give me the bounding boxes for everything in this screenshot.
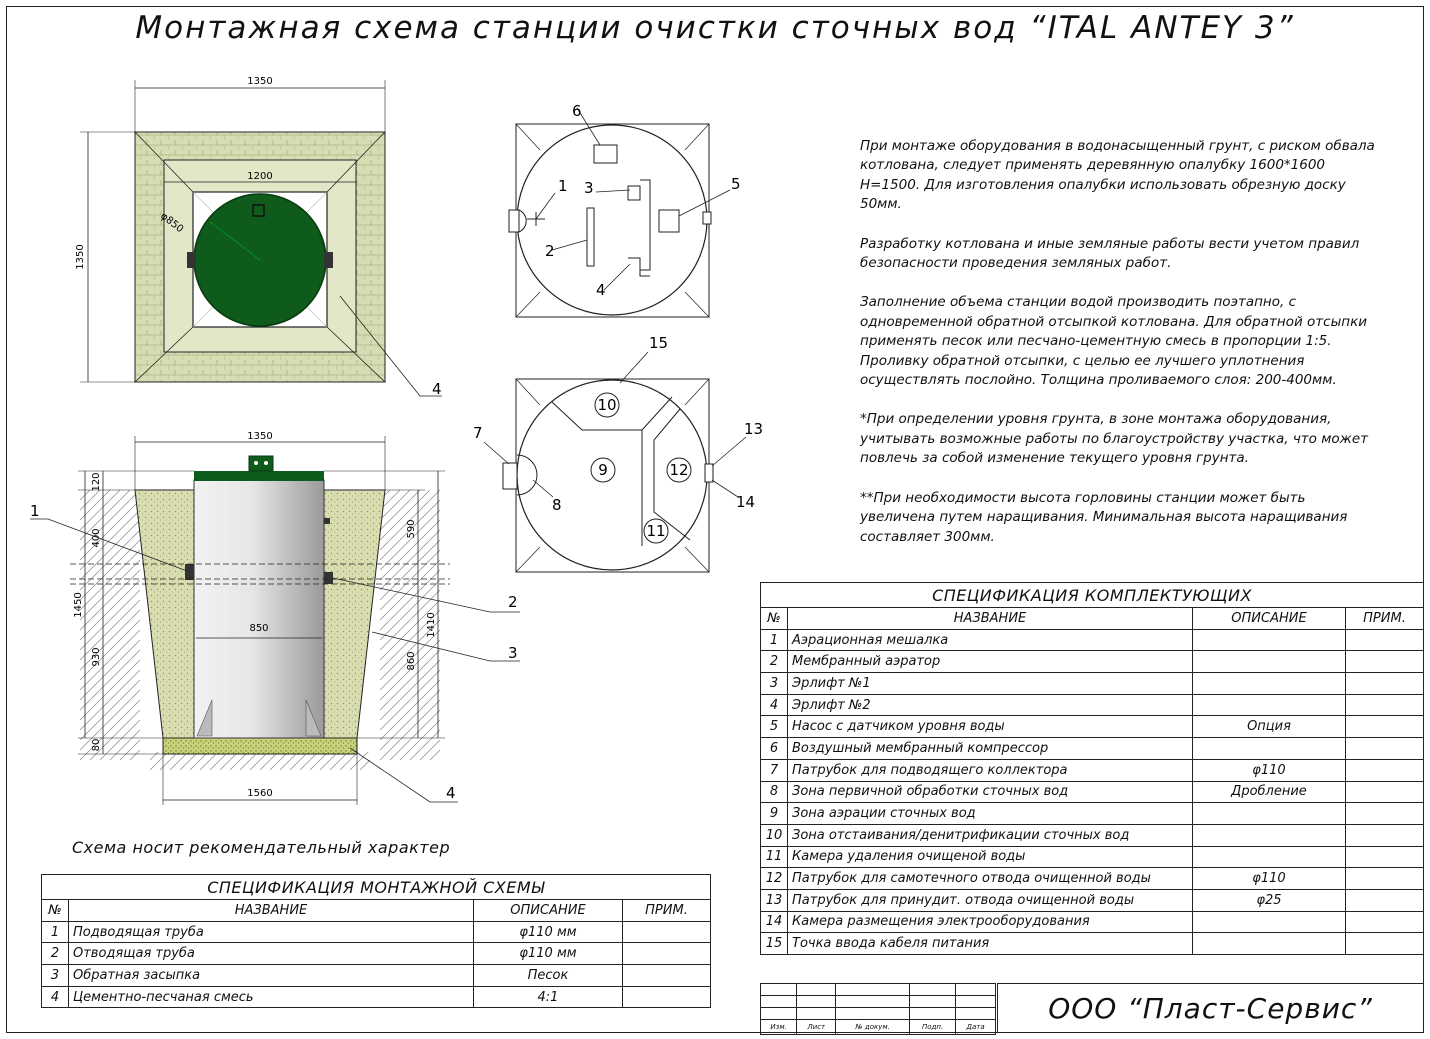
- equip-callout-3: 3: [584, 179, 594, 197]
- table-row: [761, 889, 1424, 911]
- zone-callout-13: 13: [744, 420, 764, 438]
- row-number: 4: [42, 986, 69, 1008]
- row-note: [1346, 694, 1424, 716]
- plan-inner-dim: 1200: [247, 171, 273, 182]
- tb-label: Подп.: [910, 1019, 956, 1034]
- row-number: 15: [761, 933, 788, 955]
- equip-callout-2: 2: [545, 242, 555, 260]
- zone-scheme: [473, 334, 763, 572]
- table-row: [761, 781, 1424, 803]
- section-outlet-pipe: [324, 572, 333, 584]
- row-name: Аэрационная мешалка: [788, 629, 1193, 651]
- page-title: Монтажная схема станции очистки сточных вод “ITAL ANTEY 3”: [135, 10, 1295, 46]
- table-row: [761, 868, 1424, 890]
- section-cement-base: [163, 738, 357, 754]
- row-name: Точка ввода кабеля питания: [788, 933, 1193, 955]
- row-note: [623, 921, 711, 943]
- section-dim-860: 860: [406, 651, 417, 671]
- note-paragraph: Разработку котлована и иные земляные работы вести учетом правил безопасности проведения земляных работ.: [860, 235, 1360, 272]
- plan-outlet-pipe: [324, 252, 333, 268]
- row-name: Камера размещения электрооборудования: [788, 911, 1193, 933]
- title-block: [760, 983, 1424, 1035]
- row-note: [1346, 738, 1424, 760]
- tb-label: № докум.: [836, 1019, 910, 1034]
- col-header: ОПИСАНИЕ: [1193, 608, 1346, 630]
- table-row: [761, 911, 1424, 933]
- row-note: [1346, 803, 1424, 825]
- row-number: 13: [761, 889, 788, 911]
- zone-callout-15: 15: [649, 334, 669, 352]
- row-desc: [1193, 846, 1346, 868]
- row-desc: φ25: [1193, 889, 1346, 911]
- row-number: 14: [761, 911, 788, 933]
- mount-spec-caption: СПЕЦИФИКАЦИЯ МОНТАЖНОЙ СХЕМЫ: [42, 875, 711, 900]
- row-desc: φ110 мм: [474, 943, 623, 965]
- section-bottom-width-dim: 1560: [247, 788, 273, 799]
- row-number: 10: [761, 824, 788, 846]
- row-note: [623, 943, 711, 965]
- table-row: [42, 986, 711, 1008]
- row-note: [1346, 846, 1424, 868]
- row-note: [1346, 889, 1424, 911]
- row-note: [1346, 868, 1424, 890]
- row-number: 7: [761, 759, 788, 781]
- section-dim-1450: 1450: [73, 592, 84, 618]
- row-note: [623, 986, 711, 1008]
- disclaimer: Схема носит рекомендательный характер: [72, 838, 451, 857]
- equip-callout-6: 6: [572, 102, 582, 120]
- mount-spec-table: [41, 874, 711, 1008]
- row-name: Подводящая труба: [69, 921, 474, 943]
- section-tank-lid: [194, 471, 324, 481]
- row-note: [1346, 933, 1424, 955]
- row-name: Эрлифт №2: [788, 694, 1193, 716]
- col-header: НАЗВАНИЕ: [69, 900, 474, 922]
- row-number: 5: [761, 716, 788, 738]
- row-desc: [1193, 629, 1346, 651]
- note-paragraph: **При необходимости высота горловины станции может быть увеличена путем наращивания. Минимальная высота наращивания составляет 300мм.: [860, 489, 1348, 545]
- pump-box: [659, 210, 679, 232]
- table-row: [761, 673, 1424, 695]
- row-desc: φ110: [1193, 868, 1346, 890]
- col-header: №: [42, 900, 69, 922]
- table-row: [761, 629, 1424, 651]
- row-name: Патрубок для принудит. отвода очищенной воды: [788, 889, 1193, 911]
- row-number: 9: [761, 803, 788, 825]
- table-row: [761, 716, 1424, 738]
- row-number: 12: [761, 868, 788, 890]
- row-desc: [1193, 803, 1346, 825]
- zone-callout-7: 7: [473, 424, 483, 442]
- col-header: ПРИМ.: [623, 900, 711, 922]
- row-name: Патрубок для подводящего коллектора: [788, 759, 1193, 781]
- membrane-aerator: [587, 208, 594, 266]
- table-row: [761, 651, 1424, 673]
- section-dim-1410: 1410: [426, 612, 437, 638]
- company-name: ООО “Пласт-Сервис”: [997, 983, 1424, 1033]
- table-row: [761, 846, 1424, 868]
- table-row: [42, 943, 711, 965]
- parts-spec-table: [760, 582, 1424, 955]
- col-header: ОПИСАНИЕ: [474, 900, 623, 922]
- row-desc: Песок: [474, 965, 623, 987]
- note-paragraph: При монтаже оборудования в водонасыщенный грунт, с риском обвала котлована, следует применять деревянную опалубку 1600*1600 Н=1500. Для изготовления опалубки использовать обрезную доску 50мм.: [860, 138, 1375, 213]
- row-note: [1346, 911, 1424, 933]
- col-header: №: [761, 608, 788, 630]
- section-dim-400: 400: [91, 528, 102, 548]
- row-note: [1346, 629, 1424, 651]
- plan-callout-4: 4: [432, 380, 442, 398]
- zone-label-12: 12: [669, 461, 689, 479]
- row-desc: [1193, 694, 1346, 716]
- section-dim-120: 120: [91, 472, 102, 492]
- row-name: Мембранный аэратор: [788, 651, 1193, 673]
- zone-callout-8: 8: [552, 496, 562, 514]
- row-note: [1346, 673, 1424, 695]
- row-desc: φ110: [1193, 759, 1346, 781]
- tb-label: Лист: [797, 1019, 836, 1034]
- row-number: 3: [42, 965, 69, 987]
- section-tank-body: [194, 480, 324, 738]
- plan-inlet-pipe: [187, 252, 196, 268]
- zone-callout-14: 14: [736, 493, 756, 511]
- row-number: 3: [761, 673, 788, 695]
- parts-spec-body: [761, 629, 1424, 954]
- table-row: [42, 921, 711, 943]
- section-dim-930: 930: [91, 647, 102, 667]
- plan-width-dim: 1350: [247, 76, 273, 87]
- section-callout-4: 4: [446, 784, 456, 802]
- row-desc: [1193, 824, 1346, 846]
- row-number: 1: [42, 921, 69, 943]
- row-note: [623, 965, 711, 987]
- row-name: Зона отстаивания/денитрификации сточных вод: [788, 824, 1193, 846]
- row-desc: Опция: [1193, 716, 1346, 738]
- plan-height-dim: 1350: [75, 244, 86, 270]
- row-name: Насос с датчиком уровня воды: [788, 716, 1193, 738]
- section-view: [30, 431, 520, 805]
- section-inlet-pipe: [185, 564, 194, 580]
- row-desc: 4:1: [474, 986, 623, 1008]
- row-name: Эрлифт №1: [788, 673, 1193, 695]
- row-name: Обратная засыпка: [69, 965, 474, 987]
- tb-label: Изм.: [761, 1019, 797, 1034]
- row-number: 2: [42, 943, 69, 965]
- equip-callout-5: 5: [731, 175, 741, 193]
- section-tank-neck: [249, 456, 273, 471]
- row-number: 1: [761, 629, 788, 651]
- title-block-grid: [760, 983, 996, 1035]
- row-note: [1346, 716, 1424, 738]
- installation-notes: [860, 137, 1380, 567]
- section-callout-2: 2: [508, 593, 518, 611]
- row-name: Цементно-песчаная смесь: [69, 986, 474, 1008]
- section-callout-1: 1: [30, 502, 40, 520]
- row-name: Зона первичной обработки сточных вод: [788, 781, 1193, 803]
- row-desc: [1193, 911, 1346, 933]
- note-paragraph: *При определении уровня грунта, в зоне монтажа оборудования, учитывать возможные работы по благоустройству участка, что может повлечь за собой изменение текущего уровня грунта.: [860, 411, 1368, 467]
- table-row: [42, 965, 711, 987]
- row-number: 11: [761, 846, 788, 868]
- plan-diameter-label: φ850: [158, 210, 186, 236]
- row-note: [1346, 759, 1424, 781]
- row-note: [1346, 781, 1424, 803]
- parts-spec-caption: СПЕЦИФИКАЦИЯ КОМПЛЕКТУЮЩИХ: [761, 583, 1424, 608]
- equip-callout-1: 1: [558, 177, 568, 195]
- row-desc: Дробление: [1193, 781, 1346, 803]
- row-desc: [1193, 738, 1346, 760]
- section-dim-80: 80: [91, 738, 102, 752]
- compressor-box: [594, 145, 617, 163]
- row-name: Зона аэрации сточных вод: [788, 803, 1193, 825]
- equip-callout-4: 4: [596, 281, 606, 299]
- col-header: НАЗВАНИЕ: [788, 608, 1193, 630]
- col-header: ПРИМ.: [1346, 608, 1424, 630]
- table-row: [761, 759, 1424, 781]
- row-name: Камера удаления очищеной воды: [788, 846, 1193, 868]
- section-callout-3: 3: [508, 644, 518, 662]
- zone-label-9: 9: [598, 461, 608, 479]
- table-row: [761, 803, 1424, 825]
- row-name: Отводящая труба: [69, 943, 474, 965]
- table-row: [761, 933, 1424, 955]
- row-number: 8: [761, 781, 788, 803]
- note-paragraph: Заполнение объема станции водой производить поэтапно, с одновременной обратной отсыпкой котлована. Для обратной отсыпки применять песок или песчано-цементную смесь в пропорции 1:5. Проливку обратной отсыпки, с целью ее лучшего уплотнения осуществлять послойно. Толщина проливаемого слоя: 200-400мм.: [860, 294, 1367, 389]
- table-row: [761, 824, 1424, 846]
- row-number: 2: [761, 651, 788, 673]
- row-desc: φ110 мм: [474, 921, 623, 943]
- section-tank-width-dim: 850: [249, 623, 269, 634]
- zone-label-11: 11: [646, 522, 666, 540]
- row-desc: [1193, 933, 1346, 955]
- row-note: [1346, 651, 1424, 673]
- tb-label: Дата: [956, 1019, 996, 1034]
- table-row: [761, 738, 1424, 760]
- row-note: [1346, 824, 1424, 846]
- row-name: Воздушный мембранный компрессор: [788, 738, 1193, 760]
- table-row: [761, 694, 1424, 716]
- zone-label-10: 10: [597, 396, 617, 414]
- plan-view: [75, 76, 442, 398]
- row-name: Патрубок для самотечного отвода очищенной воды: [788, 868, 1193, 890]
- row-number: 4: [761, 694, 788, 716]
- equipment-scheme: [509, 102, 741, 317]
- row-number: 6: [761, 738, 788, 760]
- row-desc: [1193, 651, 1346, 673]
- row-desc: [1193, 673, 1346, 695]
- section-top-width-dim: 1350: [247, 431, 273, 442]
- section-dim-590: 590: [406, 519, 417, 539]
